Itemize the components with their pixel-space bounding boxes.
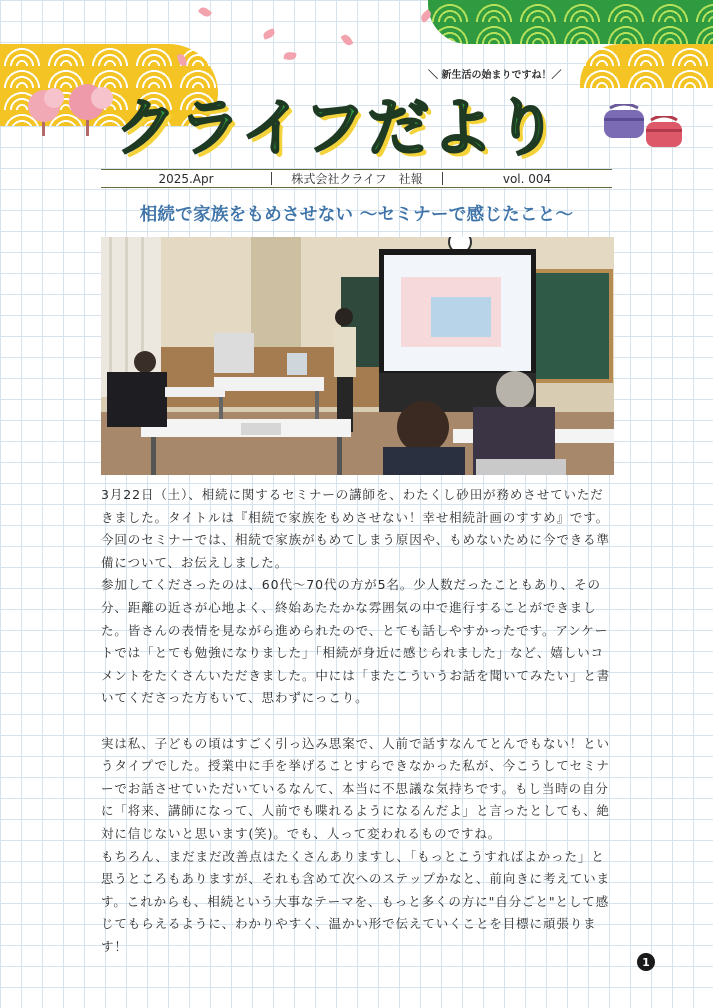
petal-icon (283, 51, 296, 61)
petal-icon (198, 5, 212, 19)
petal-icon (262, 28, 276, 40)
seminar-photo (101, 237, 614, 475)
yellow-wave-pattern-right (580, 44, 713, 88)
petal-icon (341, 33, 354, 47)
issue-volume: vol. 004 (502, 171, 552, 186)
green-wave-pattern (428, 0, 713, 44)
page-number: 1 (637, 953, 655, 971)
article-paragraph: もちろん、まだまだ改善点はたくさんありますし、「もっとこうすればよかった」と思うところもありますが、それも含めて次へのステップかなと、前向きに考えています。これからも、相続という大事なテーマを、もっと多くの方に"自分ごと"として感じてもらえるように、わかりやすく、温かい形で伝えていくことを目標に頑張ります！ (101, 848, 610, 954)
publisher-name: 株式会社クライフ 社報 (291, 172, 423, 186)
article-paragraph: 参加してくださったのは、60代～70代の方が5名。少人数だったこともあり、その分、距離の近さが心地よく、終始あたたかな雰囲気の中で進行することができました。皆さんの表情を見ながら進められたので、とても話しやすかったです。アンケートでは「とても勉強になりました」「相続が身近に感じられました」など、嬉しいコメントをたくさんいただきました。中には「またこういうお話を聞いてみたい」と書いてくださった方もいて、思わずにっこり。 (101, 577, 611, 706)
article-paragraph: 実は私、子どもの頃はすごく引っ込み思案で、人前で話すなんてとんでもない！というタイプでした。授業中に手を挙げることすらできなかった私が、今こうしてセミナーでお話させていただいているなんて、本当に不思議な気持ちです。もし当時の自分に「将来、講師になって、人前でも喋れるようになるんだよ」と言ったとしても、絶対に信じないと思います(笑)。でも、人って変われるものですね。 (101, 735, 610, 841)
backpack-icon (602, 104, 646, 140)
article-paragraph: 3月22日（土）、相続に関するセミナーの講師を、わたくし砂田が務めさせていただきました。タイトルは『相続で家族をもめさせない！幸せ相続計画のすすめ』です。今回のセミナーでは、相続で家族がもめてしまう原因や、もめないために今できる準備について、お伝えしました。 (101, 487, 610, 570)
newsletter-title: クライフだより (115, 91, 560, 164)
backpack-icon (644, 116, 684, 148)
article-headline: 相続で家族をもめさせない ～セミナーで感じたこと～ (139, 205, 574, 225)
tagline: ＼ 新生活の始まりですね！／ (428, 70, 562, 81)
cherry-tree-icon (22, 84, 117, 140)
paragraph-spacer (101, 710, 613, 733)
article-body (101, 484, 613, 958)
issue-info-bar (101, 169, 612, 188)
issue-date: 2025.Apr (158, 171, 214, 186)
